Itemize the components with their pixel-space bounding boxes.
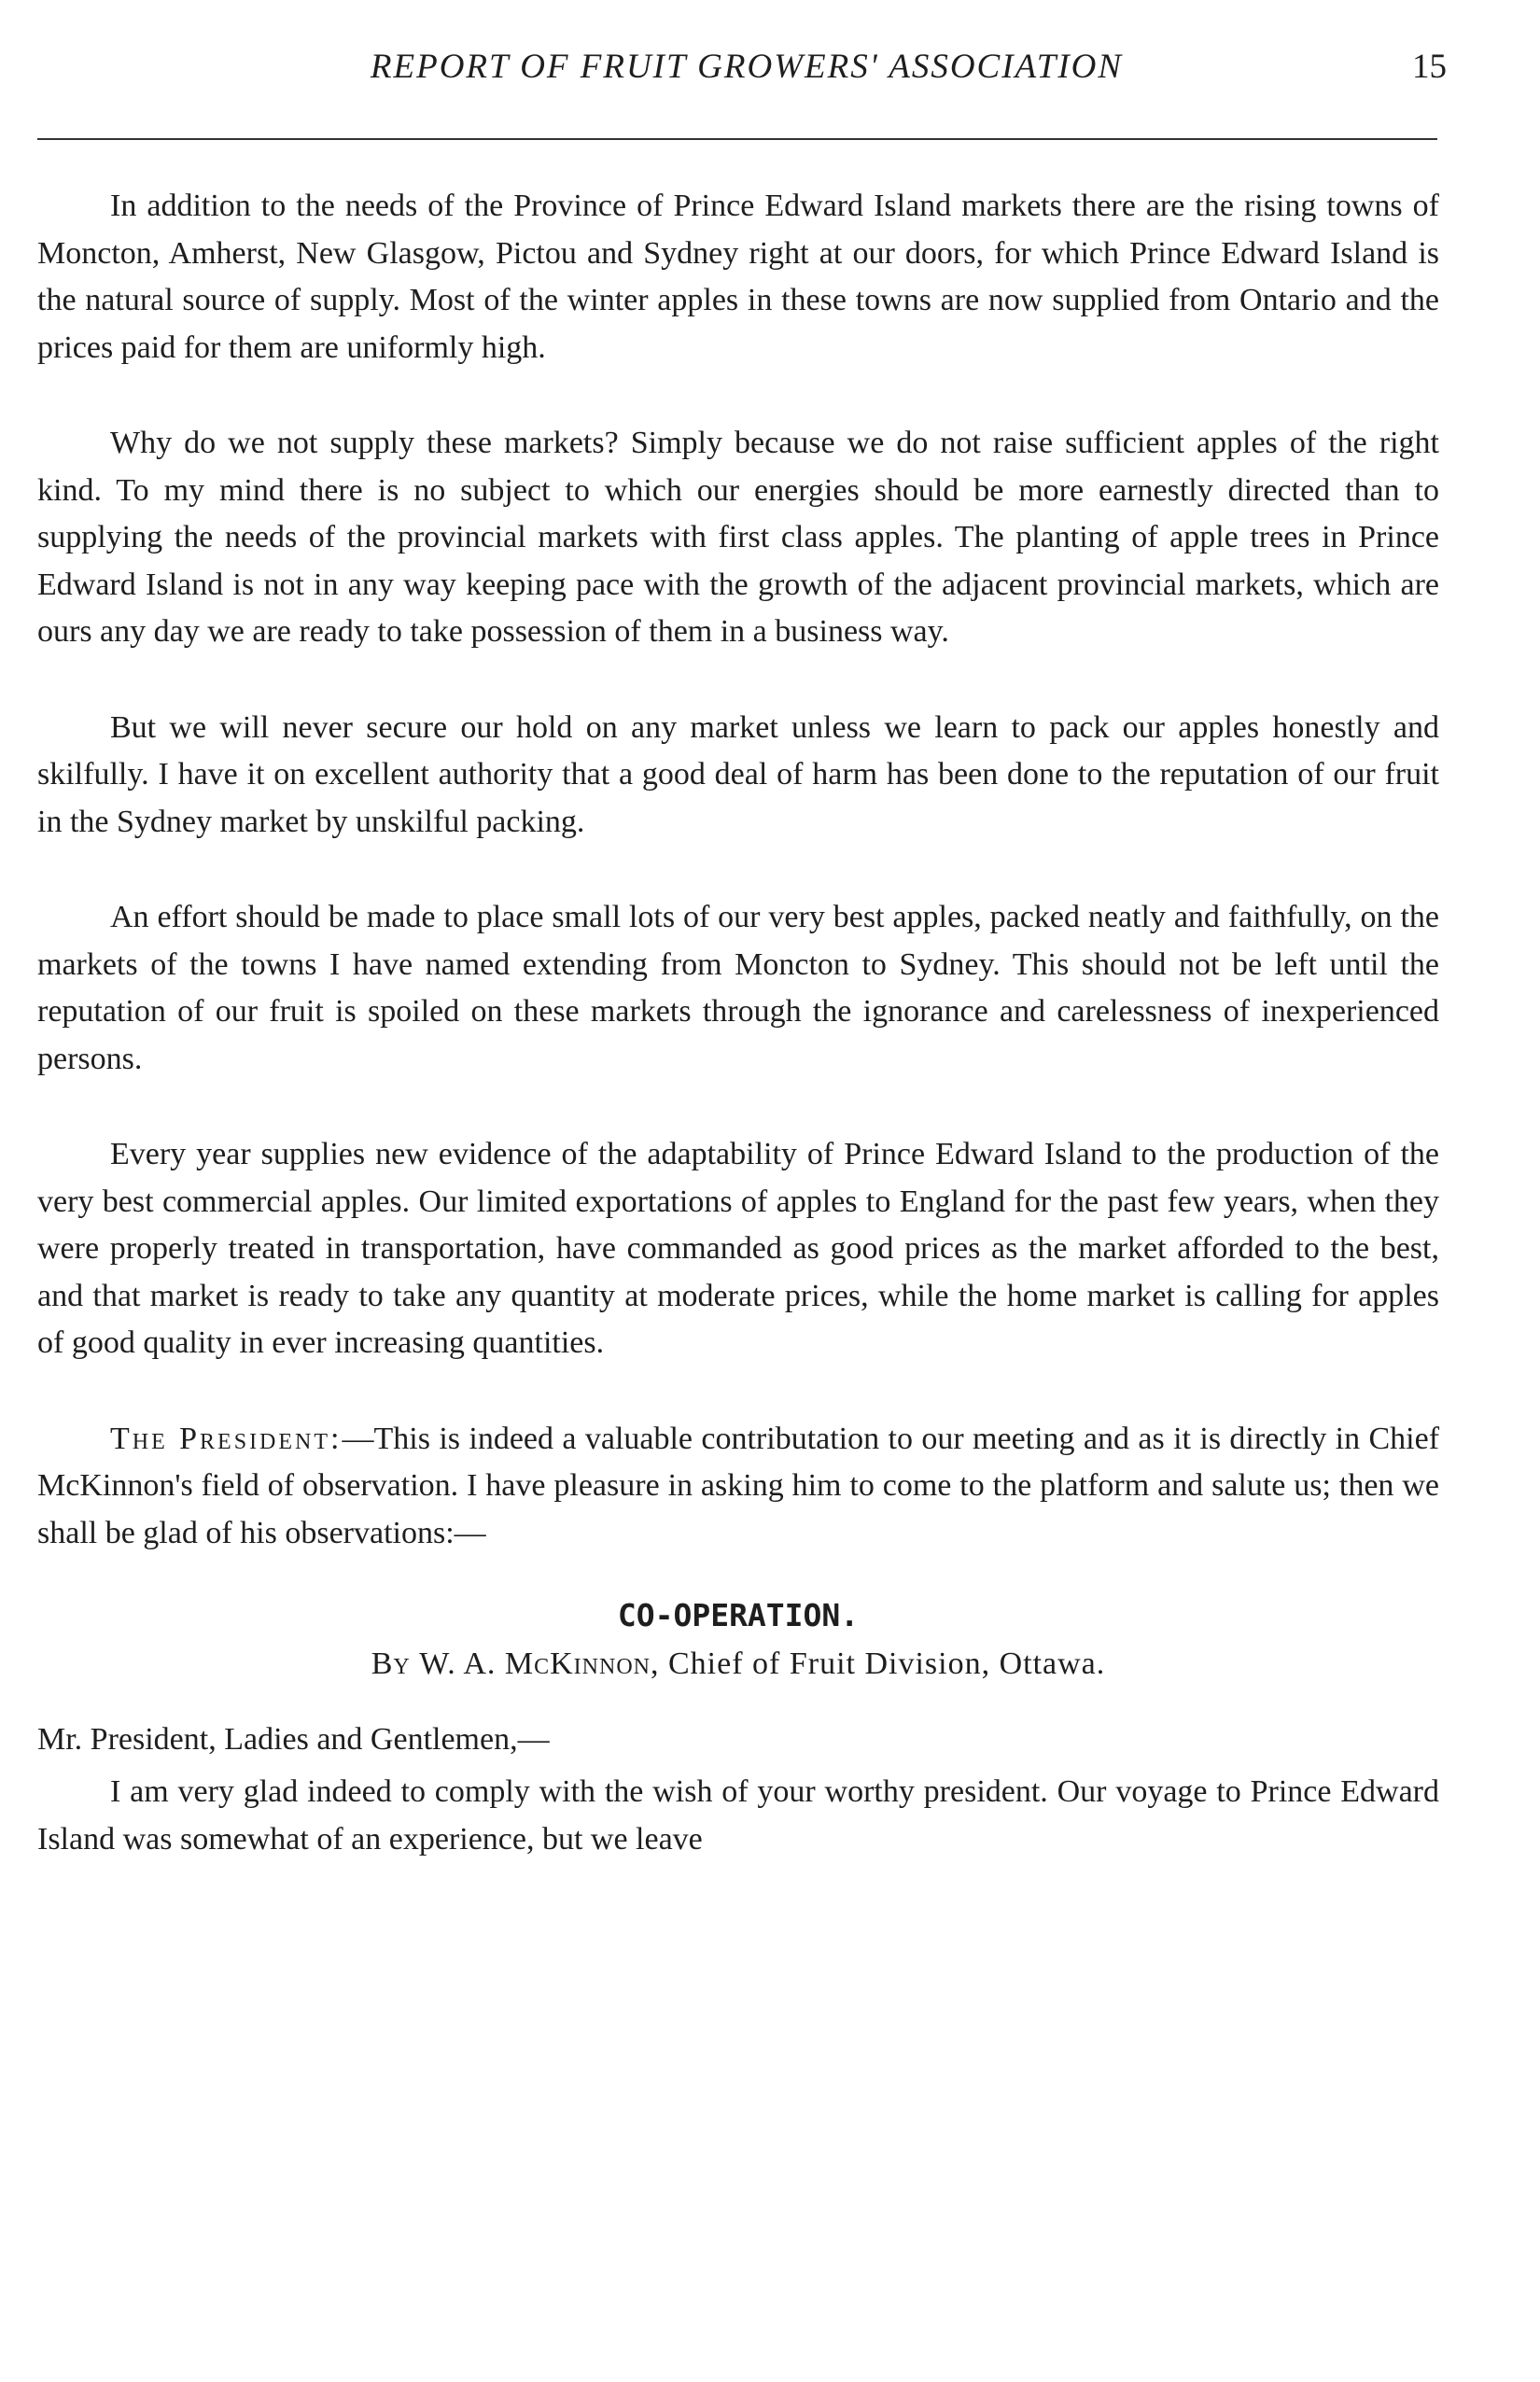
paragraph-2: Why do we not supply these markets? Simply because we do not raise sufficient apples of the right kind. To my mind there is no subject to which our energies should be more earnestly directed than to supplying the needs of the provincial markets with first class apples. The planting of apple trees in Prince Edward Island is not in any way keeping pace with the growth of the adjacent provincial markets, which are ours any day we are ready to take possession of them in a business way. <box>37 426 1439 649</box>
paragraph-5: Every year supplies new evidence of the adaptability of Prince Edward Island to the production of the very best commercial apples. Our limited exportations of apples to England for the past few years, when they were properly treated in transportation, have commanded as good prices as the market afforded to the best, and that market is ready to take any quantity at moderate prices, while the home market is calling for apples of good quality in ever increasing quantities. <box>37 1137 1439 1360</box>
section-title: CO-OPERATION. <box>617 1597 860 1633</box>
byline <box>37 1641 1439 1688</box>
running-head: REPORT OF FRUIT GROWERS' ASSOCIATION <box>370 48 1124 86</box>
paragraph-3: But we will never secure our hold on any market unless we learn to pack our apples honestly and skilfully. I have it on excellent authority that a good deal of harm has been done to the reputation of our fruit in the Sydney market by unskilful packing. <box>37 709 1439 839</box>
byline-name: W. A. McKinnon, <box>419 1646 660 1681</box>
paragraph-4: An effort should be made to place small lots of our very best apples, packed neatly and faithfully, on the markets of the towns I have named extending from Moncton to Sydney. This should not be left until the reputation of our fruit is spoiled on these markets through the ignorance and carelessness of inexperienced persons. <box>37 900 1439 1076</box>
byline-by: By <box>371 1646 411 1681</box>
page-number: 15 <box>1412 48 1447 86</box>
closing-paragraph: I am very glad indeed to comply with the wish of your worthy president. Our voyage to Prince Edward Island was somewhat of an experience, but we leave <box>37 1774 1439 1857</box>
byline-role: Chief of Fruit Division, Ottawa. <box>667 1646 1106 1681</box>
body-text <box>37 183 1439 1863</box>
header-rule <box>37 138 1437 140</box>
speaker-label: The President: <box>110 1421 343 1456</box>
president-remarks <box>37 1416 1439 1558</box>
president-text: —This is indeed a valuable contributation to our meeting and as it is directly in Chief McKinnon's field of observation. I have pleasure in asking him to come to the platform and salute us; then we shall be glad of his observations:— <box>37 1421 1440 1550</box>
paragraph-1: In addition to the needs of the Province of Prince Edward Island markets there are the rising towns of Moncton, Amherst, New Glasgow, Pictou and Sydney right at our doors, for which Prince Edward Island is the natural source of supply. Most of the winter apples in these towns are now supplied from Ontario and the prices paid for them are uniformly high. <box>37 189 1439 365</box>
salutation: Mr. President, Ladies and Gentlemen,— <box>37 1721 550 1757</box>
